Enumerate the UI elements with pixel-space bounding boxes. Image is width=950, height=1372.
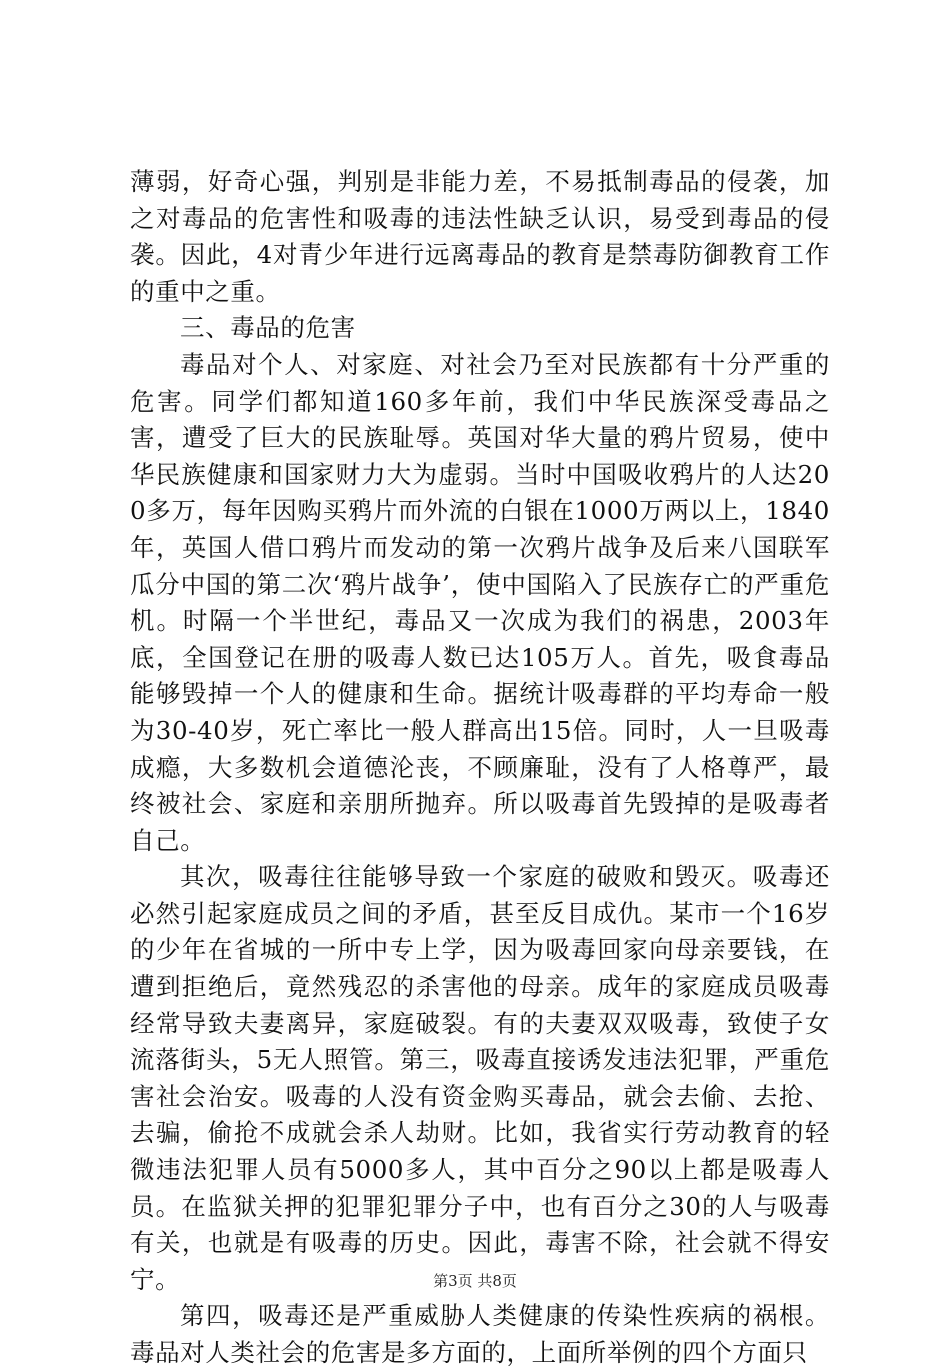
section-heading: 三、毒品的危害 [180,313,356,343]
paragraph-drug-harm-overview: 毒品对个人、对家庭、对社会乃至对民族都有十分严重的危害。同学们都知道160多年前，我们中华民族深受毒品之害，遭受了巨大的民族耻辱。英国对华大量的鸦片贸易，使中华民族健康和国家财力大为虚弱。当时中国吸收鸦片的人达200多万，每年因购买鸦片而外流的白银在1000万两以上，1840年，英国人借口鸦片而发动的第一次鸦片战争及后来八国联军瓜分中国的第二次‘鸦片战争’，使中国陷入了民族存亡的严重危机。时隔一个半世纪，毒品又一次成为我们的祸患，2003年底，全国登记在册的吸毒人数已达105万人。首先，吸食毒品能够毁掉一个人的健康和生命。据统计吸毒群的平均寿命一般为30-40岁，死亡率比一般人群高出15倍。同时，人一旦吸毒成瘾，大多数机会道德沦丧，不顾廉耻，没有了人格尊严，最终被社会、家庭和亲朋所抛弃。所以吸毒首先毁掉的是吸毒者自己。 [130,349,830,855]
document-body [130,164,830,1372]
page-number-footer: 第3页 共8页 [433,1272,517,1290]
paragraph-family-and-crime: 其次，吸毒往往能够导致一个家庭的破败和毁灭。吸毒还必然引起家庭成员之间的矛盾，甚至反目成仇。某市一个16岁的少年在省城的一所中专上学，因为吸毒回家向母亲要钱，在遭到拒绝后，竟然残忍的杀害他的母亲。成年的家庭成员吸毒经常导致夫妻离异，家庭破裂。有的夫妻双双吸毒，致使子女流落街头，5无人照管。第三，吸毒直接诱发违法犯罪，严重危害社会治安。吸毒的人没有资金购买毒品，就会去偷、去抢、去骗，偷抢不成就会杀人劫财。比如，我省实行劳动教育的轻微违法犯罪人员有5000多人，其中百分之90以上都是吸毒人员。在监狱关押的犯罪犯罪分子中，也有百分之30的人与吸毒有关，也就是有吸毒的历史。因此，毒害不除，社会就不得安宁。 [130,862,830,1294]
paragraph-disease: 第四，吸毒还是严重威胁人类健康的传染性疾病的祸根。毒品对人类社会的危害是多方面的，上面所举例的四个方面只 [130,1301,830,1367]
paragraph-continuation: 薄弱，好奇心强，判别是非能力差，不易抵制毒品的侵袭，加之对毒品的危害性和吸毒的违法性缺乏认识，易受到毒品的侵袭。因此，4对青少年进行远离毒品的教育是禁毒防御教育工作的重中之重。 [130,167,830,306]
